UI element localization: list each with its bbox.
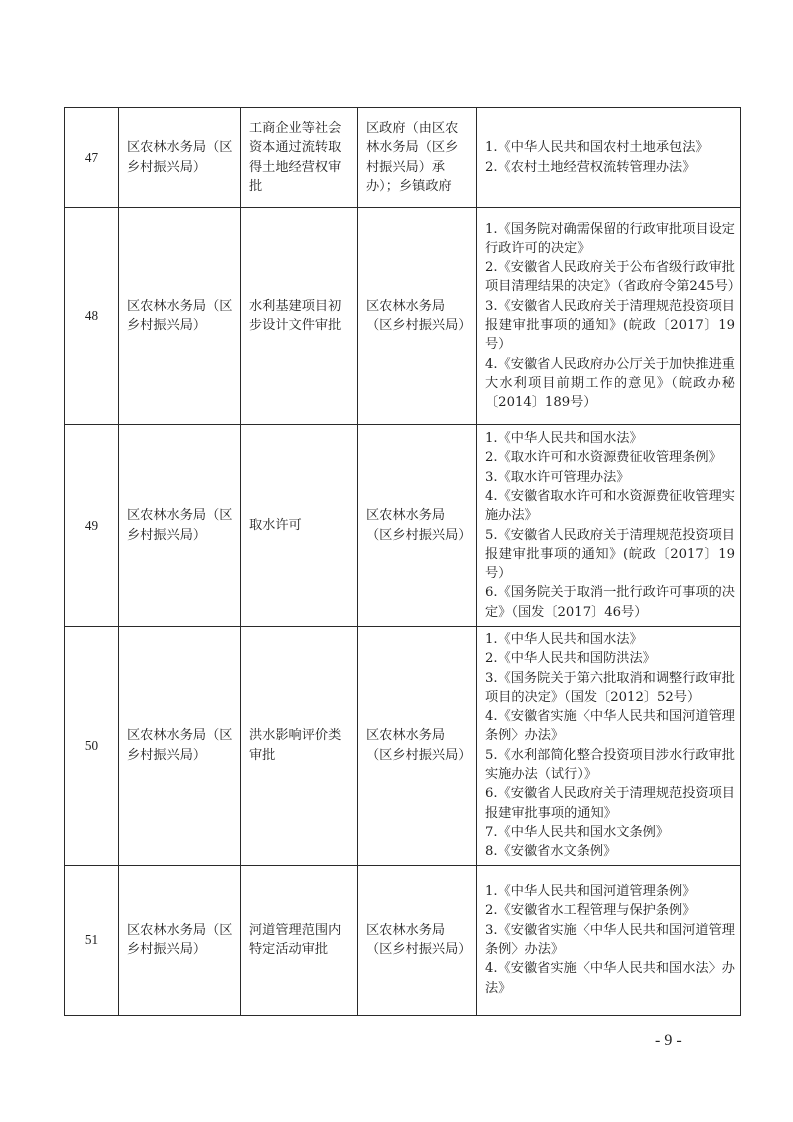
implementing-body-cell: 区农林水务局（区乡村振兴局） [358, 627, 477, 866]
row-number: 51 [65, 865, 119, 1015]
department-cell: 区农林水务局（区乡村振兴局） [119, 865, 241, 1015]
basis-line: 3.《国务院关于第六批取消和调整行政审批项目的决定》（国发〔2012〕52号） [485, 670, 735, 705]
item-name-cell: 工商企业等社会资本通过流转取得土地经营权审批 [241, 108, 358, 208]
basis-line: 7.《中华人民共和国水文条例》 [485, 824, 670, 840]
table-row [65, 108, 741, 208]
basis-line: 1.《中华人民共和国农村土地承包法》 [485, 140, 709, 156]
item-name-cell: 取水许可 [241, 425, 358, 627]
basis-line: 3.《取水许可管理办法》 [485, 469, 630, 485]
table-row [65, 208, 741, 425]
legal-basis-cell [477, 208, 741, 425]
basis-line: 3.《安徽省人民政府关于清理规范投资项目报建审批事项的通知》(皖政〔2017〕19号） [485, 298, 735, 353]
implementing-body-cell: 区农林水务局（区乡村振兴局） [358, 208, 477, 425]
basis-line: 6.《国务院关于取消一批行政许可事项的决定》（国发〔2017〕46号） [485, 585, 735, 620]
implementing-body-cell: 区农林水务局（区乡村振兴局） [358, 425, 477, 627]
basis-line: 1.《国务院对确需保留的行政审批项目设定行政许可的决定》 [485, 221, 735, 256]
basis-line: 2.《农村土地经营权流转管理办法》 [485, 159, 696, 175]
implementing-body-cell: 区农林水务局（区乡村振兴局） [358, 865, 477, 1015]
basis-line: 4.《安徽省实施〈中华人民共和国河道管理条例〉办法》 [485, 709, 735, 744]
implementing-body-cell: 区政府（由区农林水务局（区乡村振兴局）承办）；乡镇政府 [358, 108, 477, 208]
department-cell: 区农林水务局（区乡村振兴局） [119, 108, 241, 208]
basis-line: 1.《中华人民共和国水法》 [485, 431, 643, 447]
department-cell: 区农林水务局（区乡村振兴局） [119, 627, 241, 866]
row-number: 50 [65, 627, 119, 866]
legal-basis-cell [477, 425, 741, 627]
table-row [65, 425, 741, 627]
legal-basis-cell [477, 108, 741, 208]
row-number: 48 [65, 208, 119, 425]
basis-line: 1.《中华人民共和国河道管理条例》 [485, 884, 696, 900]
basis-line: 4.《安徽省实施〈中华人民共和国水法〉办法》 [485, 961, 735, 996]
basis-line: 6.《安徽省人民政府关于清理规范投资项目报建审批事项的通知》 [485, 786, 735, 821]
item-name-cell: 洪水影响评价类审批 [241, 627, 358, 866]
table-row [65, 865, 741, 1015]
basis-line: 2.《取水许可和水资源费征收管理条例》 [485, 450, 722, 466]
row-number: 49 [65, 425, 119, 627]
legal-basis-cell [477, 865, 741, 1015]
basis-line: 5.《水利部简化整合投资项目涉水行政审批实施办法（试行）》 [485, 747, 735, 783]
item-name-cell: 水利基建项目初步设计文件审批 [241, 208, 358, 425]
department-cell: 区农林水务局（区乡村振兴局） [119, 208, 241, 425]
basis-line: 4.《安徽省取水许可和水资源费征收管理实施办法》 [485, 488, 735, 524]
approval-items-table [64, 107, 741, 1016]
department-cell: 区农林水务局（区乡村振兴局） [119, 425, 241, 627]
basis-line: 5.《安徽省人民政府关于清理规范投资项目报建审批事项的通知》(皖政〔2017〕19号） [485, 527, 735, 582]
basis-line: 2.《安徽省水工程管理与保护条例》 [485, 903, 696, 919]
basis-line: 1.《中华人民共和国水法》 [485, 632, 643, 647]
basis-line: 8.《安徽省水文条例》 [485, 844, 617, 860]
basis-line: 2.《中华人民共和国防洪法》 [485, 651, 656, 667]
page-number: - 9 - [655, 1032, 682, 1049]
basis-line: 2.《安徽省人民政府关于公布省级行政审批项目清理结果的决定》（省政府令第245号） [485, 260, 741, 295]
basis-line: 4.《安徽省人民政府办公厅关于加快推进重大水利项目前期工作的意见》（皖政办秘〔2014〕189号） [485, 356, 735, 411]
item-name-cell: 河道管理范围内特定活动审批 [241, 865, 358, 1015]
basis-line: 3.《安徽省实施〈中华人民共和国河道管理条例〉办法》 [485, 922, 735, 958]
legal-basis-cell [477, 627, 741, 866]
table-row [65, 627, 741, 866]
row-number: 47 [65, 108, 119, 208]
